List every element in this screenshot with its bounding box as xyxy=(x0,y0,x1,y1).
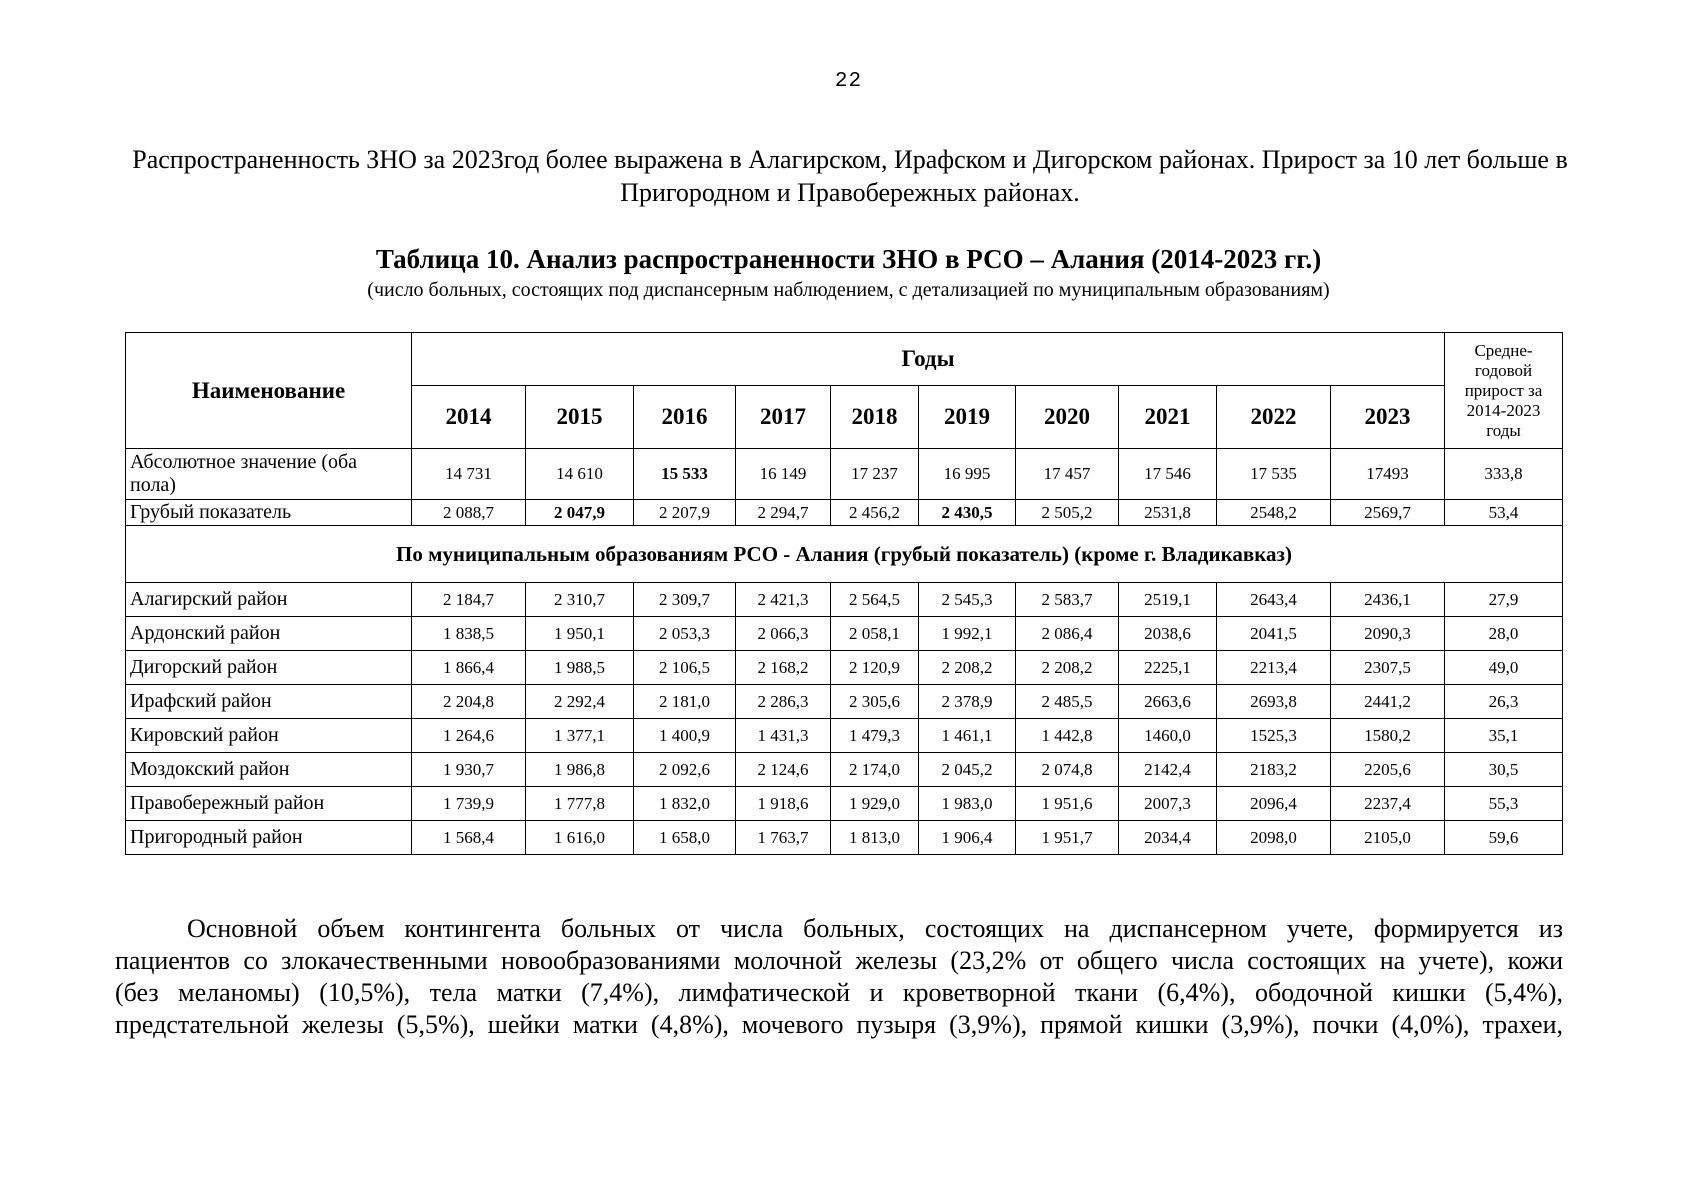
value-cell: 2105,0 xyxy=(1331,821,1445,855)
value-cell: 2 421,3 xyxy=(736,583,831,617)
value-cell: 1 929,0 xyxy=(831,787,919,821)
row-label: Моздокский район xyxy=(126,753,412,787)
value-cell: 1 983,0 xyxy=(919,787,1016,821)
value-cell: 2 292,4 xyxy=(526,685,634,719)
value-cell: 14 731 xyxy=(412,449,526,500)
value-cell: 16 995 xyxy=(919,449,1016,500)
average-growth-cell: 49,0 xyxy=(1445,651,1563,685)
value-cell: 1 813,0 xyxy=(831,821,919,855)
value-cell: 2531,8 xyxy=(1119,500,1217,526)
value-cell: 1 658,0 xyxy=(634,821,736,855)
value-cell: 2 305,6 xyxy=(831,685,919,719)
paragraph-line: Основной объем контингента больных от числа больных, состоящих на диспансерном учете, формируется из xyxy=(187,914,1563,943)
value-cell: 2096,4 xyxy=(1217,787,1331,821)
value-cell: 1 918,6 xyxy=(736,787,831,821)
value-cell: 1 479,3 xyxy=(831,719,919,753)
value-cell: 2 310,7 xyxy=(526,583,634,617)
value-cell: 2237,4 xyxy=(1331,787,1445,821)
paragraph-line: пациентов со злокачественными новообразованиями молочной железы (23,2% от общего числа состоящих на учете), кожи xyxy=(115,946,1563,975)
value-cell: 2 286,3 xyxy=(736,685,831,719)
year-header: 2023 xyxy=(1331,386,1445,449)
value-cell: 2 485,5 xyxy=(1016,685,1119,719)
crude-rate-row xyxy=(126,500,1563,526)
value-cell: 2 184,7 xyxy=(412,583,526,617)
value-cell: 1 951,6 xyxy=(1016,787,1119,821)
year-header: 2020 xyxy=(1016,386,1119,449)
year-header: 2014 xyxy=(412,386,526,449)
value-cell: 17 535 xyxy=(1217,449,1331,500)
value-cell: 1 906,4 xyxy=(919,821,1016,855)
district-row xyxy=(126,685,1563,719)
section-header-row xyxy=(126,526,1563,583)
district-row xyxy=(126,719,1563,753)
row-label: Правобережный район xyxy=(126,787,412,821)
value-cell: 1 264,6 xyxy=(412,719,526,753)
value-cell: 16 149 xyxy=(736,449,831,500)
value-cell: 1 616,0 xyxy=(526,821,634,855)
average-growth-cell: 333,8 xyxy=(1445,449,1563,500)
year-header: 2015 xyxy=(526,386,634,449)
table-title: Таблица 10. Анализ распространенности ЗНО в РСО – Алания (2014-2023 гг.) xyxy=(375,244,1322,274)
value-cell: 2 204,8 xyxy=(412,685,526,719)
value-cell: 1460,0 xyxy=(1119,719,1217,753)
average-growth-cell: 59,6 xyxy=(1445,821,1563,855)
value-cell: 2436,1 xyxy=(1331,583,1445,617)
years-column-header: Годы xyxy=(412,333,1445,386)
district-row xyxy=(126,753,1563,787)
value-cell: 1580,2 xyxy=(1331,719,1445,753)
paragraph-line: (без меланомы) (10,5%), тела матки (7,4%), лимфатической и кроветворной ткани (6,4%), ободочной кишки (5,4%), xyxy=(115,978,1563,1007)
value-cell: 2205,6 xyxy=(1331,753,1445,787)
row-label: Кировский район xyxy=(126,719,412,753)
closing-paragraph xyxy=(115,913,1563,1041)
intro-paragraph: Распространенность ЗНО за 2023год более выражена в Алагирском, Ирафском и Дигорском районах. Прирост за 10 лет больше в Пригородном и Правобережных районах. xyxy=(132,145,1568,207)
district-row xyxy=(126,787,1563,821)
value-cell: 2 066,3 xyxy=(736,617,831,651)
value-cell: 1 951,7 xyxy=(1016,821,1119,855)
value-cell: 1 442,8 xyxy=(1016,719,1119,753)
value-cell: 2 086,4 xyxy=(1016,617,1119,651)
value-cell: 2142,4 xyxy=(1119,753,1217,787)
value-cell: 1525,3 xyxy=(1217,719,1331,753)
value-cell: 2441,2 xyxy=(1331,685,1445,719)
value-cell: 2 120,9 xyxy=(831,651,919,685)
value-cell: 2 505,2 xyxy=(1016,500,1119,526)
value-cell: 1 461,1 xyxy=(919,719,1016,753)
value-cell: 1 992,1 xyxy=(919,617,1016,651)
value-cell: 2 047,9 xyxy=(526,500,634,526)
value-cell: 1 431,3 xyxy=(736,719,831,753)
row-label: Абсолютное значение (оба пола) xyxy=(126,449,412,500)
year-header: 2017 xyxy=(736,386,831,449)
value-cell: 2 430,5 xyxy=(919,500,1016,526)
value-cell: 2 181,0 xyxy=(634,685,736,719)
prevalence-table xyxy=(125,332,1563,855)
value-cell: 2 088,7 xyxy=(412,500,526,526)
value-cell: 2 168,2 xyxy=(736,651,831,685)
district-row xyxy=(126,617,1563,651)
district-row xyxy=(126,821,1563,855)
value-cell: 2569,7 xyxy=(1331,500,1445,526)
value-cell: 1 930,7 xyxy=(412,753,526,787)
value-cell: 17 237 xyxy=(831,449,919,500)
value-cell: 2 294,7 xyxy=(736,500,831,526)
average-growth-cell: 26,3 xyxy=(1445,685,1563,719)
absolute-value-row xyxy=(126,449,1563,500)
paragraph-line: предстательной железы (5,5%), шейки матки (4,8%), мочевого пузыря (3,9%), прямой кишки (3,9%), почки (4,0%), трахеи, xyxy=(115,1010,1563,1039)
district-row xyxy=(126,651,1563,685)
average-growth-cell: 55,3 xyxy=(1445,787,1563,821)
value-cell: 2 124,6 xyxy=(736,753,831,787)
value-cell: 2 309,7 xyxy=(634,583,736,617)
value-cell: 1 777,8 xyxy=(526,787,634,821)
name-column-header: Наименование xyxy=(126,333,412,449)
section-header: По муниципальным образованиям РСО - Алания (грубый показатель) (кроме г. Владикавказ) xyxy=(126,526,1563,583)
average-growth-cell: 28,0 xyxy=(1445,617,1563,651)
average-growth-cell: 27,9 xyxy=(1445,583,1563,617)
value-cell: 2 106,5 xyxy=(634,651,736,685)
value-cell: 2098,0 xyxy=(1217,821,1331,855)
value-cell: 1 377,1 xyxy=(526,719,634,753)
value-cell: 2183,2 xyxy=(1217,753,1331,787)
value-cell: 17 457 xyxy=(1016,449,1119,500)
average-growth-cell: 30,5 xyxy=(1445,753,1563,787)
value-cell: 15 533 xyxy=(634,449,736,500)
value-cell: 2 564,5 xyxy=(831,583,919,617)
value-cell: 2225,1 xyxy=(1119,651,1217,685)
row-label: Грубый показатель xyxy=(126,500,412,526)
value-cell: 2 545,3 xyxy=(919,583,1016,617)
value-cell: 1 400,9 xyxy=(634,719,736,753)
value-cell: 2 058,1 xyxy=(831,617,919,651)
value-cell: 2663,6 xyxy=(1119,685,1217,719)
table-subtitle: (число больных, состоящих под диспансерным наблюдением, с детализацией по муниципальным образованиям) xyxy=(367,279,1330,301)
value-cell: 2 208,2 xyxy=(1016,651,1119,685)
value-cell: 2038,6 xyxy=(1119,617,1217,651)
value-cell: 2 045,2 xyxy=(919,753,1016,787)
value-cell: 14 610 xyxy=(526,449,634,500)
value-cell: 2 208,2 xyxy=(919,651,1016,685)
value-cell: 2213,4 xyxy=(1217,651,1331,685)
year-header: 2021 xyxy=(1119,386,1217,449)
value-cell: 2548,2 xyxy=(1217,500,1331,526)
value-cell: 1 739,9 xyxy=(412,787,526,821)
average-growth-cell: 35,1 xyxy=(1445,719,1563,753)
value-cell: 2643,4 xyxy=(1217,583,1331,617)
value-cell: 1 866,4 xyxy=(412,651,526,685)
year-header: 2019 xyxy=(919,386,1016,449)
value-cell: 2 074,8 xyxy=(1016,753,1119,787)
average-growth-cell: 53,4 xyxy=(1445,500,1563,526)
row-label: Ирафский район xyxy=(126,685,412,719)
row-label: Алагирский район xyxy=(126,583,412,617)
value-cell: 1 988,5 xyxy=(526,651,634,685)
value-cell: 2 583,7 xyxy=(1016,583,1119,617)
value-cell: 2 053,3 xyxy=(634,617,736,651)
value-cell: 1 763,7 xyxy=(736,821,831,855)
row-label: Ардонский район xyxy=(126,617,412,651)
value-cell: 2041,5 xyxy=(1217,617,1331,651)
value-cell: 2693,8 xyxy=(1217,685,1331,719)
value-cell: 2 378,9 xyxy=(919,685,1016,719)
value-cell: 1 986,8 xyxy=(526,753,634,787)
value-cell: 2 092,6 xyxy=(634,753,736,787)
row-label: Пригородный район xyxy=(126,821,412,855)
value-cell: 2 207,9 xyxy=(634,500,736,526)
value-cell: 2 456,2 xyxy=(831,500,919,526)
value-cell: 2007,3 xyxy=(1119,787,1217,821)
row-label: Дигорский район xyxy=(126,651,412,685)
value-cell: 2307,5 xyxy=(1331,651,1445,685)
value-cell: 1 832,0 xyxy=(634,787,736,821)
value-cell: 1 950,1 xyxy=(526,617,634,651)
value-cell: 17493 xyxy=(1331,449,1445,500)
year-header: 2016 xyxy=(634,386,736,449)
average-growth-column-header: Средне-годовой прирост за 2014-2023 годы xyxy=(1445,333,1563,449)
value-cell: 2 174,0 xyxy=(831,753,919,787)
district-row xyxy=(126,583,1563,617)
year-header: 2022 xyxy=(1217,386,1331,449)
value-cell: 2519,1 xyxy=(1119,583,1217,617)
year-header: 2018 xyxy=(831,386,919,449)
value-cell: 2034,4 xyxy=(1119,821,1217,855)
value-cell: 1 568,4 xyxy=(412,821,526,855)
value-cell: 2090,3 xyxy=(1331,617,1445,651)
value-cell: 1 838,5 xyxy=(412,617,526,651)
value-cell: 17 546 xyxy=(1119,449,1217,500)
page-number: 22 xyxy=(834,70,863,93)
